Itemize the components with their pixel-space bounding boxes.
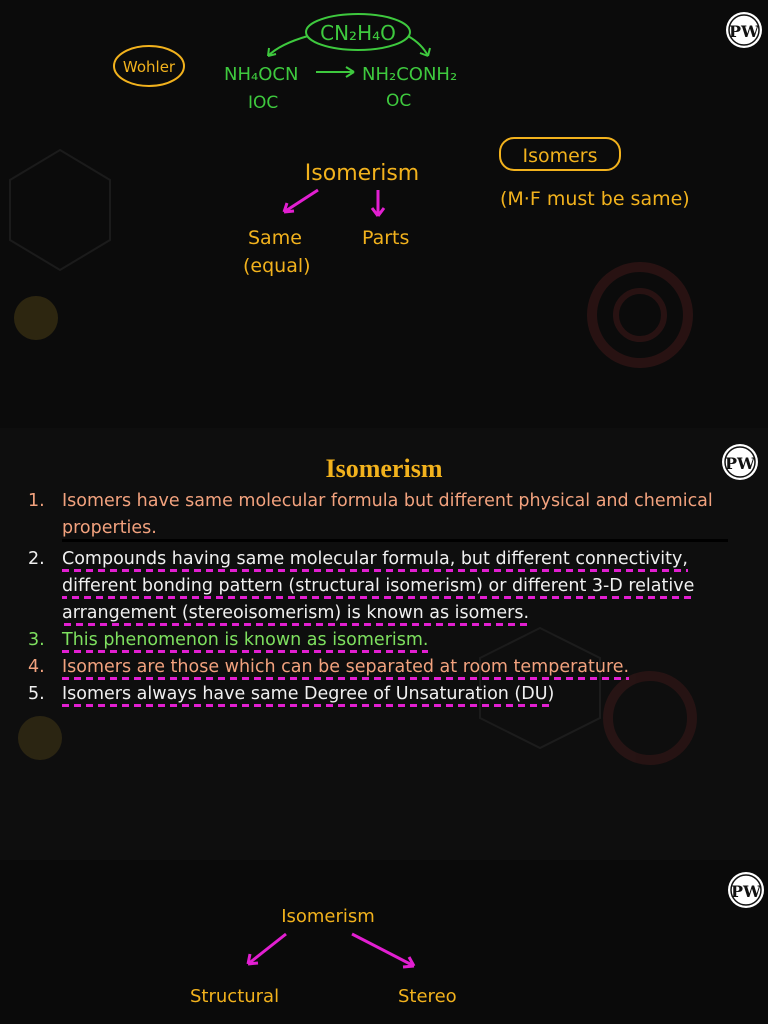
branch-same: Same bbox=[248, 227, 302, 249]
item-text: This phenomenon is known as isomerism. bbox=[62, 630, 428, 653]
list-item bbox=[28, 546, 728, 627]
wohler-label: Wohler bbox=[122, 58, 176, 76]
pw-logo-icon bbox=[726, 12, 762, 48]
branch-structural: Structural bbox=[190, 986, 280, 1007]
svg-text:PW: PW bbox=[729, 22, 759, 41]
notes-panel-bottom bbox=[0, 860, 768, 1024]
pw-logo-icon bbox=[728, 872, 764, 908]
formula-top: CN₂H₄O bbox=[320, 21, 396, 45]
item-number: 4. bbox=[28, 657, 45, 677]
reactant-formula: NH₄OCN bbox=[224, 64, 299, 85]
handwritten-notes-bottom bbox=[0, 860, 768, 1024]
item-number: 5. bbox=[28, 684, 45, 704]
handwritten-notes-top bbox=[0, 0, 768, 428]
arrow-to-product bbox=[408, 36, 428, 56]
list-item bbox=[28, 627, 728, 654]
isomers-note: (M·F must be same) bbox=[500, 188, 690, 210]
item-text: Compounds having same molecular formula, but different connectivity, different bonding pattern (structural isomerism) or different 3-D relative arrangement (stereoisomerism) is known as isomers. bbox=[62, 549, 694, 626]
slide-panel-isomerism bbox=[0, 428, 768, 860]
arrow-to-stereo bbox=[352, 934, 414, 966]
item-text: Isomers are those which can be separated at room temperature. bbox=[62, 657, 629, 680]
arrow-to-reactant bbox=[268, 36, 308, 56]
reactant-label: IOC bbox=[248, 93, 279, 113]
item-text: Isomers always have same Degree of Unsaturation (DU) bbox=[62, 684, 554, 707]
arrow-to-structural bbox=[248, 934, 286, 964]
item-text: Isomers have same molecular formula but different physical and chemical properties. bbox=[62, 488, 728, 542]
branch-same-sub: (equal) bbox=[243, 255, 311, 277]
arrow-left bbox=[284, 190, 318, 212]
slide-title: Isomerism bbox=[325, 454, 443, 483]
list-item bbox=[28, 654, 728, 681]
product-label: OC bbox=[386, 91, 412, 111]
product-formula: NH₂CONH₂ bbox=[362, 64, 458, 85]
isomers-box-label: Isomers bbox=[522, 145, 598, 167]
item-number: 2. bbox=[28, 549, 45, 569]
list-item bbox=[28, 488, 728, 542]
svg-text:PW: PW bbox=[731, 882, 761, 901]
notes-panel-top bbox=[0, 0, 768, 428]
isomerism-points-list bbox=[28, 488, 728, 708]
list-item bbox=[28, 681, 728, 708]
item-number: 3. bbox=[28, 630, 45, 650]
item-number: 1. bbox=[28, 491, 45, 511]
isomerism-heading-bottom: Isomerism bbox=[281, 906, 375, 927]
branch-parts: Parts bbox=[362, 227, 410, 249]
svg-text:PW: PW bbox=[725, 454, 755, 473]
branch-stereo: Stereo bbox=[398, 986, 457, 1007]
isomerism-heading-top: Isomerism bbox=[304, 161, 420, 186]
